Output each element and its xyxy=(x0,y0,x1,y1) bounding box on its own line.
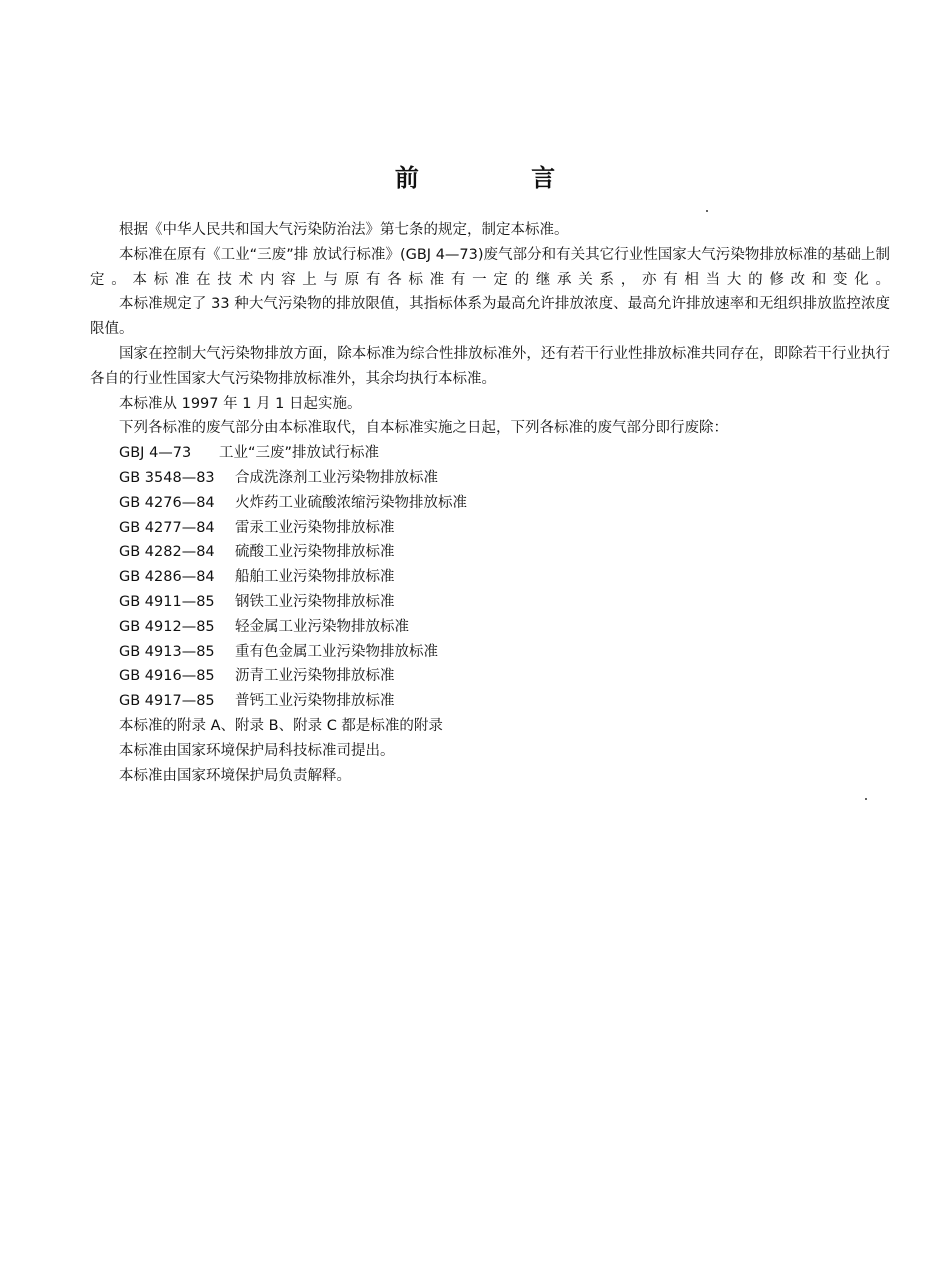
list-item xyxy=(90,640,890,665)
list-item xyxy=(90,565,890,590)
list-item xyxy=(90,491,890,516)
standard-code: GB 4276—84 xyxy=(119,494,215,511)
standard-name: 工业“三废”排放试行标准 xyxy=(219,445,380,462)
standard-code: GB 4916—85 xyxy=(119,668,215,685)
standard-name: 合成洗涤剂工业污染物排放标准 xyxy=(235,469,438,486)
closing-line-appendices: 本标准的附录 A、附录 B、附录 C 都是标准的附录 xyxy=(119,717,443,734)
standard-code: GB 4277—84 xyxy=(119,519,215,536)
standard-name: 硫酸工业污染物排放标准 xyxy=(235,544,395,561)
closing-line-proposer: 本标准由国家环境保护局科技标准司提出。 xyxy=(119,742,395,759)
standard-code: GB 4286—84 xyxy=(119,569,215,586)
standard-name: 沥青工业污染物排放标准 xyxy=(235,668,395,685)
paragraph-limits: 本标准规定了 33 种大气污染物的排放限值，其指标体系为最高允许排放浓度、最高允许排放速率和无组织排放监控浓度限值。 xyxy=(90,296,890,338)
list-item xyxy=(90,466,890,491)
standard-code: GBJ 4—73 xyxy=(119,445,192,462)
standard-name: 普钙工业污染物排放标准 xyxy=(235,693,395,710)
standard-code: GB 4913—85 xyxy=(119,643,215,660)
standard-code: GB 3548—83 xyxy=(119,469,215,486)
standard-name: 轻金属工业污染物排放标准 xyxy=(235,618,409,635)
scan-speck xyxy=(865,798,867,800)
paragraph-legal-basis: 根据《中华人民共和国大气污染防治法》第七条的规定，制定本标准。 xyxy=(119,222,569,238)
standard-name: 钢铁工业污染物排放标准 xyxy=(235,593,395,610)
standard-code: GB 4911—85 xyxy=(119,593,215,610)
list-item xyxy=(90,615,890,640)
list-item xyxy=(90,664,890,689)
closing-line-interpreter: 本标准由国家环境保护局负责解释。 xyxy=(119,767,351,784)
standard-name: 重有色金属工业污染物排放标准 xyxy=(235,643,438,660)
list-item xyxy=(90,689,890,714)
list-item xyxy=(90,590,890,615)
list-item xyxy=(90,441,890,466)
paragraph-replacement: 下列各标准的废气部分由本标准取代，自本标准实施之日起，下列各标准的废气部分即行废除： xyxy=(119,420,728,437)
paragraph-effective-date: 本标准从 1997 年 1 月 1 日起实施。 xyxy=(119,395,362,412)
replaced-standards-list xyxy=(90,441,890,714)
standard-code: GB 4282—84 xyxy=(119,544,215,561)
standard-name: 火炸药工业硫酸浓缩污染物排放标准 xyxy=(235,494,467,511)
standard-code: GB 4912—85 xyxy=(119,618,215,635)
list-item xyxy=(90,540,890,565)
page-title: 前 言 xyxy=(394,164,608,192)
standard-name: 船舶工业污染物排放标准 xyxy=(235,569,395,586)
standard-name: 雷汞工业污染物排放标准 xyxy=(235,519,395,536)
scan-speck xyxy=(706,210,708,212)
foreword-body xyxy=(90,218,890,788)
paragraph-scope: 国家在控制大气污染物排放方面，除本标准为综合性排放标准外，还有若干行业性排放标准共同存在，即除若干行业执行各自的行业性国家大气污染物排放标准外，其余均执行本标准。 xyxy=(90,345,890,387)
list-item xyxy=(90,516,890,541)
paragraph-basis: 本标准在原有《工业“三废”排 放试行标准》(GBJ 4—73)废气部分和有关其它行业性国家大气污染物排放标准的基础上制定。本标准在技术内容上与原有各标准有一定的继承关系，亦有相当大的修改和变化。 xyxy=(90,246,890,288)
standard-code: GB 4917—85 xyxy=(119,693,215,710)
